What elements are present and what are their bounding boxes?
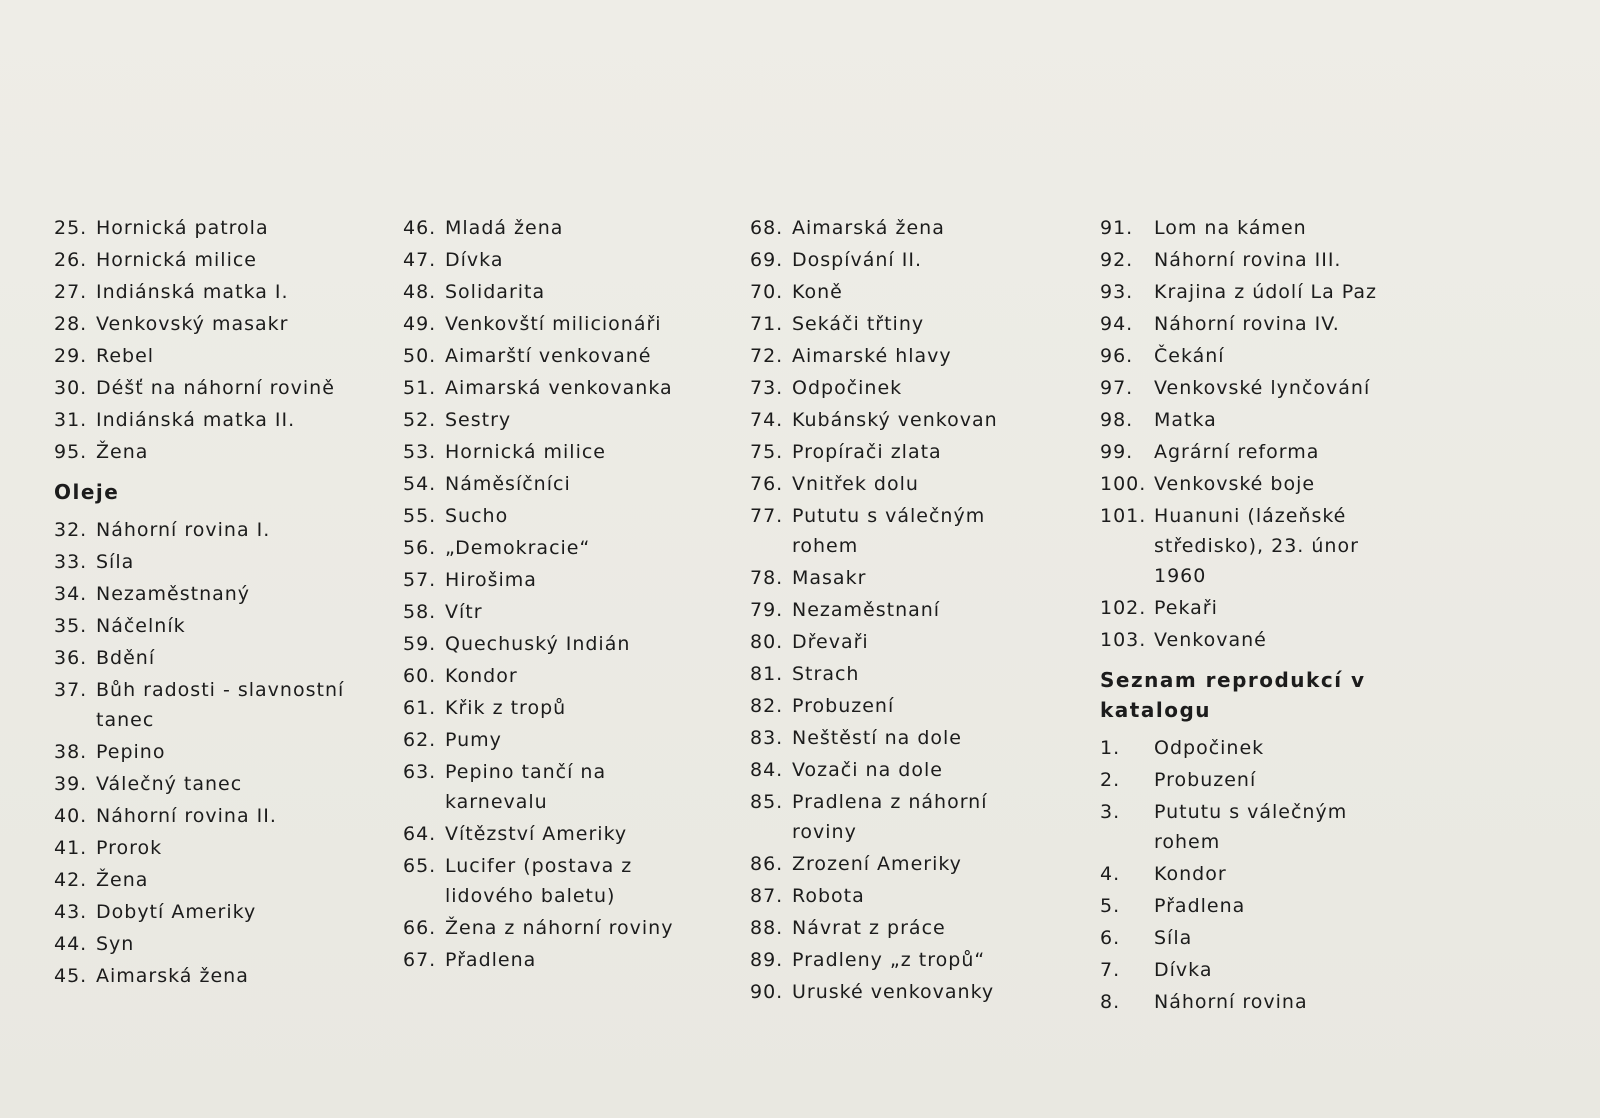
entry-number: 86. <box>750 853 784 875</box>
entry-title: Síla <box>96 551 135 573</box>
entry-title: Aimarští venkované <box>445 345 652 367</box>
entry-number: 75. <box>750 441 784 463</box>
entry-number: 84. <box>750 759 784 781</box>
entry-number: 5. <box>1100 895 1121 917</box>
catalog-entry <box>1100 277 1400 307</box>
entry-title: Lucifer (postava z lidového baletu) <box>445 855 633 907</box>
catalog-entry <box>750 469 1050 499</box>
entry-number: 55. <box>403 505 437 527</box>
entry-number: 36. <box>54 647 88 669</box>
entry-number: 83. <box>750 727 784 749</box>
entry-number: 44. <box>54 933 88 955</box>
entry-number: 58. <box>403 601 437 623</box>
catalog-entry <box>1100 593 1400 623</box>
entry-number: 35. <box>54 615 88 637</box>
catalog-entry <box>403 501 703 531</box>
entry-title: Náhorní rovina <box>1154 991 1308 1013</box>
entry-number: 90. <box>750 981 784 1003</box>
entry-title: Aimarská venkovanka <box>445 377 673 399</box>
catalog-entry <box>750 245 1050 275</box>
entry-number: 67. <box>403 949 437 971</box>
entry-number: 27. <box>54 281 88 303</box>
catalog-entry <box>54 801 354 831</box>
entry-title: Aimarská žena <box>792 217 945 239</box>
entry-title: Sekáči třtiny <box>792 313 925 335</box>
entry-title: Náměsíčníci <box>445 473 571 495</box>
catalog-entry <box>750 501 1050 561</box>
entry-number: 47. <box>403 249 437 271</box>
catalog-entry <box>750 213 1050 243</box>
entry-number: 66. <box>403 917 437 939</box>
catalog-entry <box>403 757 703 817</box>
entry-number: 73. <box>750 377 784 399</box>
catalog-entry <box>750 723 1050 753</box>
catalog-entry <box>1100 245 1400 275</box>
entry-number: 32. <box>54 519 88 541</box>
catalog-entry <box>750 341 1050 371</box>
entry-number: 99. <box>1100 441 1134 463</box>
entry-number: 54. <box>403 473 437 495</box>
entry-title: Kondor <box>1154 863 1227 885</box>
entry-number: 74. <box>750 409 784 431</box>
catalog-entry <box>403 469 703 499</box>
entry-title: Venkovský masakr <box>96 313 289 335</box>
catalog-entry <box>1100 859 1400 889</box>
catalog-entry <box>403 309 703 339</box>
catalog-entry <box>403 277 703 307</box>
entry-title: Probuzení <box>792 695 895 717</box>
entry-title: Nezaměstnaní <box>792 599 941 621</box>
column-3 <box>750 213 1050 1009</box>
entry-title: Hornická milice <box>445 441 606 463</box>
entry-title: Pekaři <box>1154 597 1218 619</box>
entry-number: 25. <box>54 217 88 239</box>
entry-title: Náhorní rovina I. <box>96 519 271 541</box>
entry-title: „Demokracie“ <box>445 537 591 559</box>
entry-title: Odpočinek <box>1154 737 1265 759</box>
entry-title: Sucho <box>445 505 509 527</box>
catalog-entry <box>1100 213 1400 243</box>
entry-title: Strach <box>792 663 860 685</box>
entry-number: 81. <box>750 663 784 685</box>
entry-title: Žena <box>96 869 149 891</box>
catalog-entry <box>403 245 703 275</box>
catalog-entry <box>54 437 354 467</box>
entry-number: 2. <box>1100 769 1121 791</box>
entry-title: Odpočinek <box>792 377 903 399</box>
catalog-entry <box>403 819 703 849</box>
entry-number: 51. <box>403 377 437 399</box>
catalog-entry <box>403 693 703 723</box>
entry-number: 94. <box>1100 313 1134 335</box>
entry-title: Prorok <box>96 837 163 859</box>
catalog-entry <box>750 849 1050 879</box>
entry-title: Uruské venkovanky <box>792 981 995 1003</box>
entry-title: Dívka <box>445 249 504 271</box>
catalog-entry <box>1100 891 1400 921</box>
catalog-entry <box>403 405 703 435</box>
catalog-entry <box>1100 625 1400 655</box>
entry-number: 46. <box>403 217 437 239</box>
entry-number: 57. <box>403 569 437 591</box>
catalog-entry <box>54 929 354 959</box>
catalog-entry <box>54 769 354 799</box>
catalog-entry <box>54 675 354 735</box>
entry-number: 41. <box>54 837 88 859</box>
entry-number: 76. <box>750 473 784 495</box>
entry-number: 64. <box>403 823 437 845</box>
catalog-entry <box>1100 405 1400 435</box>
entry-title: Hornická patrola <box>96 217 269 239</box>
entry-title: Hirošima <box>445 569 537 591</box>
entry-title: Nezaměstnaný <box>96 583 251 605</box>
entry-number: 42. <box>54 869 88 891</box>
catalog-entry <box>750 755 1050 785</box>
entry-number: 8. <box>1100 991 1121 1013</box>
entry-title: Mladá žena <box>445 217 564 239</box>
catalog-entry <box>403 661 703 691</box>
catalog-entry <box>403 213 703 243</box>
entry-title: Náhorní rovina IV. <box>1154 313 1340 335</box>
catalog-entry <box>1100 437 1400 467</box>
catalog-entry <box>54 245 354 275</box>
catalog-entry <box>1100 733 1400 763</box>
entry-number: 80. <box>750 631 784 653</box>
catalog-entry <box>1100 373 1400 403</box>
entry-title: Náhorní rovina II. <box>96 805 277 827</box>
entry-number: 103. <box>1100 629 1147 651</box>
entry-title: Déšť na náhorní rovině <box>96 377 335 399</box>
entry-number: 93. <box>1100 281 1134 303</box>
catalog-entry <box>750 945 1050 975</box>
entry-title: Zrození Ameriky <box>792 853 962 875</box>
entry-title: Masakr <box>792 567 867 589</box>
entry-title: Vítr <box>445 601 483 623</box>
entry-number: 79. <box>750 599 784 621</box>
entry-number: 98. <box>1100 409 1134 431</box>
entry-title: Robota <box>792 885 865 907</box>
catalog-entry <box>1100 987 1400 1017</box>
catalog-entry <box>750 881 1050 911</box>
column-1 <box>54 213 354 993</box>
entry-number: 89. <box>750 949 784 971</box>
entry-number: 97. <box>1100 377 1134 399</box>
catalog-entry <box>54 309 354 339</box>
entry-number: 63. <box>403 761 437 783</box>
entry-title: Žena z náhorní roviny <box>445 917 674 939</box>
catalog-entry <box>403 913 703 943</box>
catalog-entry <box>403 565 703 595</box>
catalog-entry <box>403 437 703 467</box>
entry-number: 69. <box>750 249 784 271</box>
entry-number: 52. <box>403 409 437 431</box>
entry-title: Matka <box>1154 409 1217 431</box>
entry-title: Venkovské boje <box>1154 473 1316 495</box>
entry-title: Pepino <box>96 741 166 763</box>
catalog-entry <box>54 341 354 371</box>
entry-title: Propírači zlata <box>792 441 942 463</box>
entry-title: Pradlena z náhorní roviny <box>792 791 988 843</box>
entry-number: 49. <box>403 313 437 335</box>
entry-title: Rebel <box>96 345 155 367</box>
entry-title: Aimarská žena <box>96 965 249 987</box>
entry-title: Pepino tančí na karnevalu <box>445 761 607 813</box>
entry-number: 26. <box>54 249 88 271</box>
entry-title: Vozači na dole <box>792 759 943 781</box>
entry-title: Quechuský Indián <box>445 633 631 655</box>
column-4 <box>1100 213 1400 1019</box>
entry-title: Probuzení <box>1154 769 1257 791</box>
entry-number: 65. <box>403 855 437 877</box>
catalog-entry <box>54 213 354 243</box>
entry-number: 101. <box>1100 505 1147 527</box>
entry-title: Venkované <box>1154 629 1267 651</box>
catalog-entry <box>54 611 354 641</box>
catalog-entry <box>1100 501 1400 591</box>
entry-number: 38. <box>54 741 88 763</box>
entry-title: Čekání <box>1154 345 1225 367</box>
catalog-entry <box>750 913 1050 943</box>
catalog-entry <box>750 437 1050 467</box>
catalog-entry <box>750 563 1050 593</box>
entry-number: 34. <box>54 583 88 605</box>
entry-number: 77. <box>750 505 784 527</box>
entry-title: Agrární reforma <box>1154 441 1320 463</box>
catalog-entry <box>1100 469 1400 499</box>
entry-number: 71. <box>750 313 784 335</box>
entry-title: Koně <box>792 281 843 303</box>
catalog-entry <box>750 595 1050 625</box>
catalog-entry <box>54 277 354 307</box>
catalog-entry <box>1100 797 1400 857</box>
catalog-entry <box>403 373 703 403</box>
catalog-entry <box>750 309 1050 339</box>
entry-number: 48. <box>403 281 437 303</box>
entry-title: Bůh radosti - slavnostní tanec <box>96 679 345 731</box>
entry-title: Aimarské hlavy <box>792 345 952 367</box>
catalog-entry <box>750 627 1050 657</box>
entry-number: 85. <box>750 791 784 813</box>
entry-title: Syn <box>96 933 135 955</box>
catalog-entry <box>403 629 703 659</box>
entry-number: 53. <box>403 441 437 463</box>
catalog-entry <box>54 961 354 991</box>
entry-number: 72. <box>750 345 784 367</box>
entry-title: Indiánská matka II. <box>96 409 296 431</box>
section-heading: Oleje <box>54 480 120 504</box>
entry-title: Neštěstí na dole <box>792 727 962 749</box>
entry-number: 6. <box>1100 927 1121 949</box>
entry-title: Dobytí Ameriky <box>96 901 257 923</box>
entry-title: Solidarita <box>445 281 546 303</box>
catalog-entry <box>54 833 354 863</box>
entry-number: 92. <box>1100 249 1134 271</box>
entry-title: Síla <box>1154 927 1193 949</box>
catalog-entry <box>54 373 354 403</box>
entry-number: 33. <box>54 551 88 573</box>
entry-number: 68. <box>750 217 784 239</box>
entry-number: 4. <box>1100 863 1121 885</box>
entry-number: 1. <box>1100 737 1121 759</box>
catalog-entry <box>1100 923 1400 953</box>
entry-title: Venkovské lynčování <box>1154 377 1371 399</box>
entry-title: Přadlena <box>445 949 537 971</box>
catalog-entry <box>54 643 354 673</box>
entry-number: 7. <box>1100 959 1121 981</box>
catalog-entry <box>1100 955 1400 985</box>
catalog-entry <box>403 725 703 755</box>
entry-number: 100. <box>1100 473 1147 495</box>
entry-number: 88. <box>750 917 784 939</box>
catalog-entry <box>750 277 1050 307</box>
entry-title: Dospívání II. <box>792 249 922 271</box>
entry-number: 39. <box>54 773 88 795</box>
catalog-entry <box>750 977 1050 1007</box>
entry-number: 87. <box>750 885 784 907</box>
column-2 <box>403 213 703 977</box>
catalog-entry <box>750 373 1050 403</box>
entry-title: Pututu s válečným rohem <box>1154 801 1348 853</box>
entry-title: Kondor <box>445 665 518 687</box>
catalog-entry <box>403 597 703 627</box>
entry-title: Křik z tropů <box>445 697 567 719</box>
entry-title: Kubánský venkovan <box>792 409 998 431</box>
catalog-entry <box>750 691 1050 721</box>
entry-number: 29. <box>54 345 88 367</box>
entry-number: 82. <box>750 695 784 717</box>
entry-number: 78. <box>750 567 784 589</box>
entry-number: 37. <box>54 679 88 701</box>
catalog-entry <box>54 405 354 435</box>
entry-number: 28. <box>54 313 88 335</box>
catalog-entry <box>750 405 1050 435</box>
entry-number: 70. <box>750 281 784 303</box>
entry-number: 59. <box>403 633 437 655</box>
catalog-entry <box>1100 309 1400 339</box>
entry-title: Dívka <box>1154 959 1213 981</box>
entry-title: Hornická milice <box>96 249 257 271</box>
entry-number: 31. <box>54 409 88 431</box>
entry-number: 96. <box>1100 345 1134 367</box>
catalog-entry <box>403 341 703 371</box>
entry-title: Náhorní rovina III. <box>1154 249 1342 271</box>
catalog-entry <box>54 865 354 895</box>
entry-number: 45. <box>54 965 88 987</box>
entry-title: Pumy <box>445 729 502 751</box>
entry-number: 3. <box>1100 801 1121 823</box>
catalog-entry <box>1100 765 1400 795</box>
entry-title: Vítězství Ameriky <box>445 823 628 845</box>
catalog-entry <box>403 851 703 911</box>
catalog-entry <box>54 737 354 767</box>
entry-number: 91. <box>1100 217 1134 239</box>
entry-title: Venkovští milicionáři <box>445 313 662 335</box>
entry-number: 56. <box>403 537 437 559</box>
catalog-entry <box>54 515 354 545</box>
entry-title: Pututu s válečným rohem <box>792 505 986 557</box>
entry-number: 60. <box>403 665 437 687</box>
entry-title: Indiánská matka I. <box>96 281 289 303</box>
entry-title: Sestry <box>445 409 512 431</box>
entry-title: Bdění <box>96 647 156 669</box>
catalog-entry <box>54 897 354 927</box>
catalog-entry <box>750 659 1050 689</box>
entry-title: Huanuni (lázeňské středisko), 23. únor 1960 <box>1154 505 1359 587</box>
entry-title: Lom na kámen <box>1154 217 1307 239</box>
entry-number: 62. <box>403 729 437 751</box>
entry-number: 61. <box>403 697 437 719</box>
catalog-entry <box>54 547 354 577</box>
entry-number: 43. <box>54 901 88 923</box>
entry-title: Dřevaři <box>792 631 869 653</box>
catalog-entry <box>403 533 703 563</box>
entry-number: 40. <box>54 805 88 827</box>
entry-title: Vnitřek dolu <box>792 473 919 495</box>
entry-title: Krajina z údolí La Paz <box>1154 281 1378 303</box>
entry-title: Náčelník <box>96 615 186 637</box>
section-heading: Seznam reprodukcí v katalogu <box>1100 668 1366 722</box>
entry-title: Válečný tanec <box>96 773 243 795</box>
catalog-entry <box>54 579 354 609</box>
entry-title: Pradleny „z tropů“ <box>792 949 986 971</box>
catalog-entry <box>403 945 703 975</box>
catalog-entry <box>1100 341 1400 371</box>
entry-number: 50. <box>403 345 437 367</box>
entry-title: Žena <box>96 441 149 463</box>
entry-title: Přadlena <box>1154 895 1246 917</box>
entry-number: 102. <box>1100 597 1147 619</box>
entry-number: 95. <box>54 441 88 463</box>
entry-title: Návrat z práce <box>792 917 946 939</box>
entry-number: 30. <box>54 377 88 399</box>
catalog-entry <box>750 787 1050 847</box>
